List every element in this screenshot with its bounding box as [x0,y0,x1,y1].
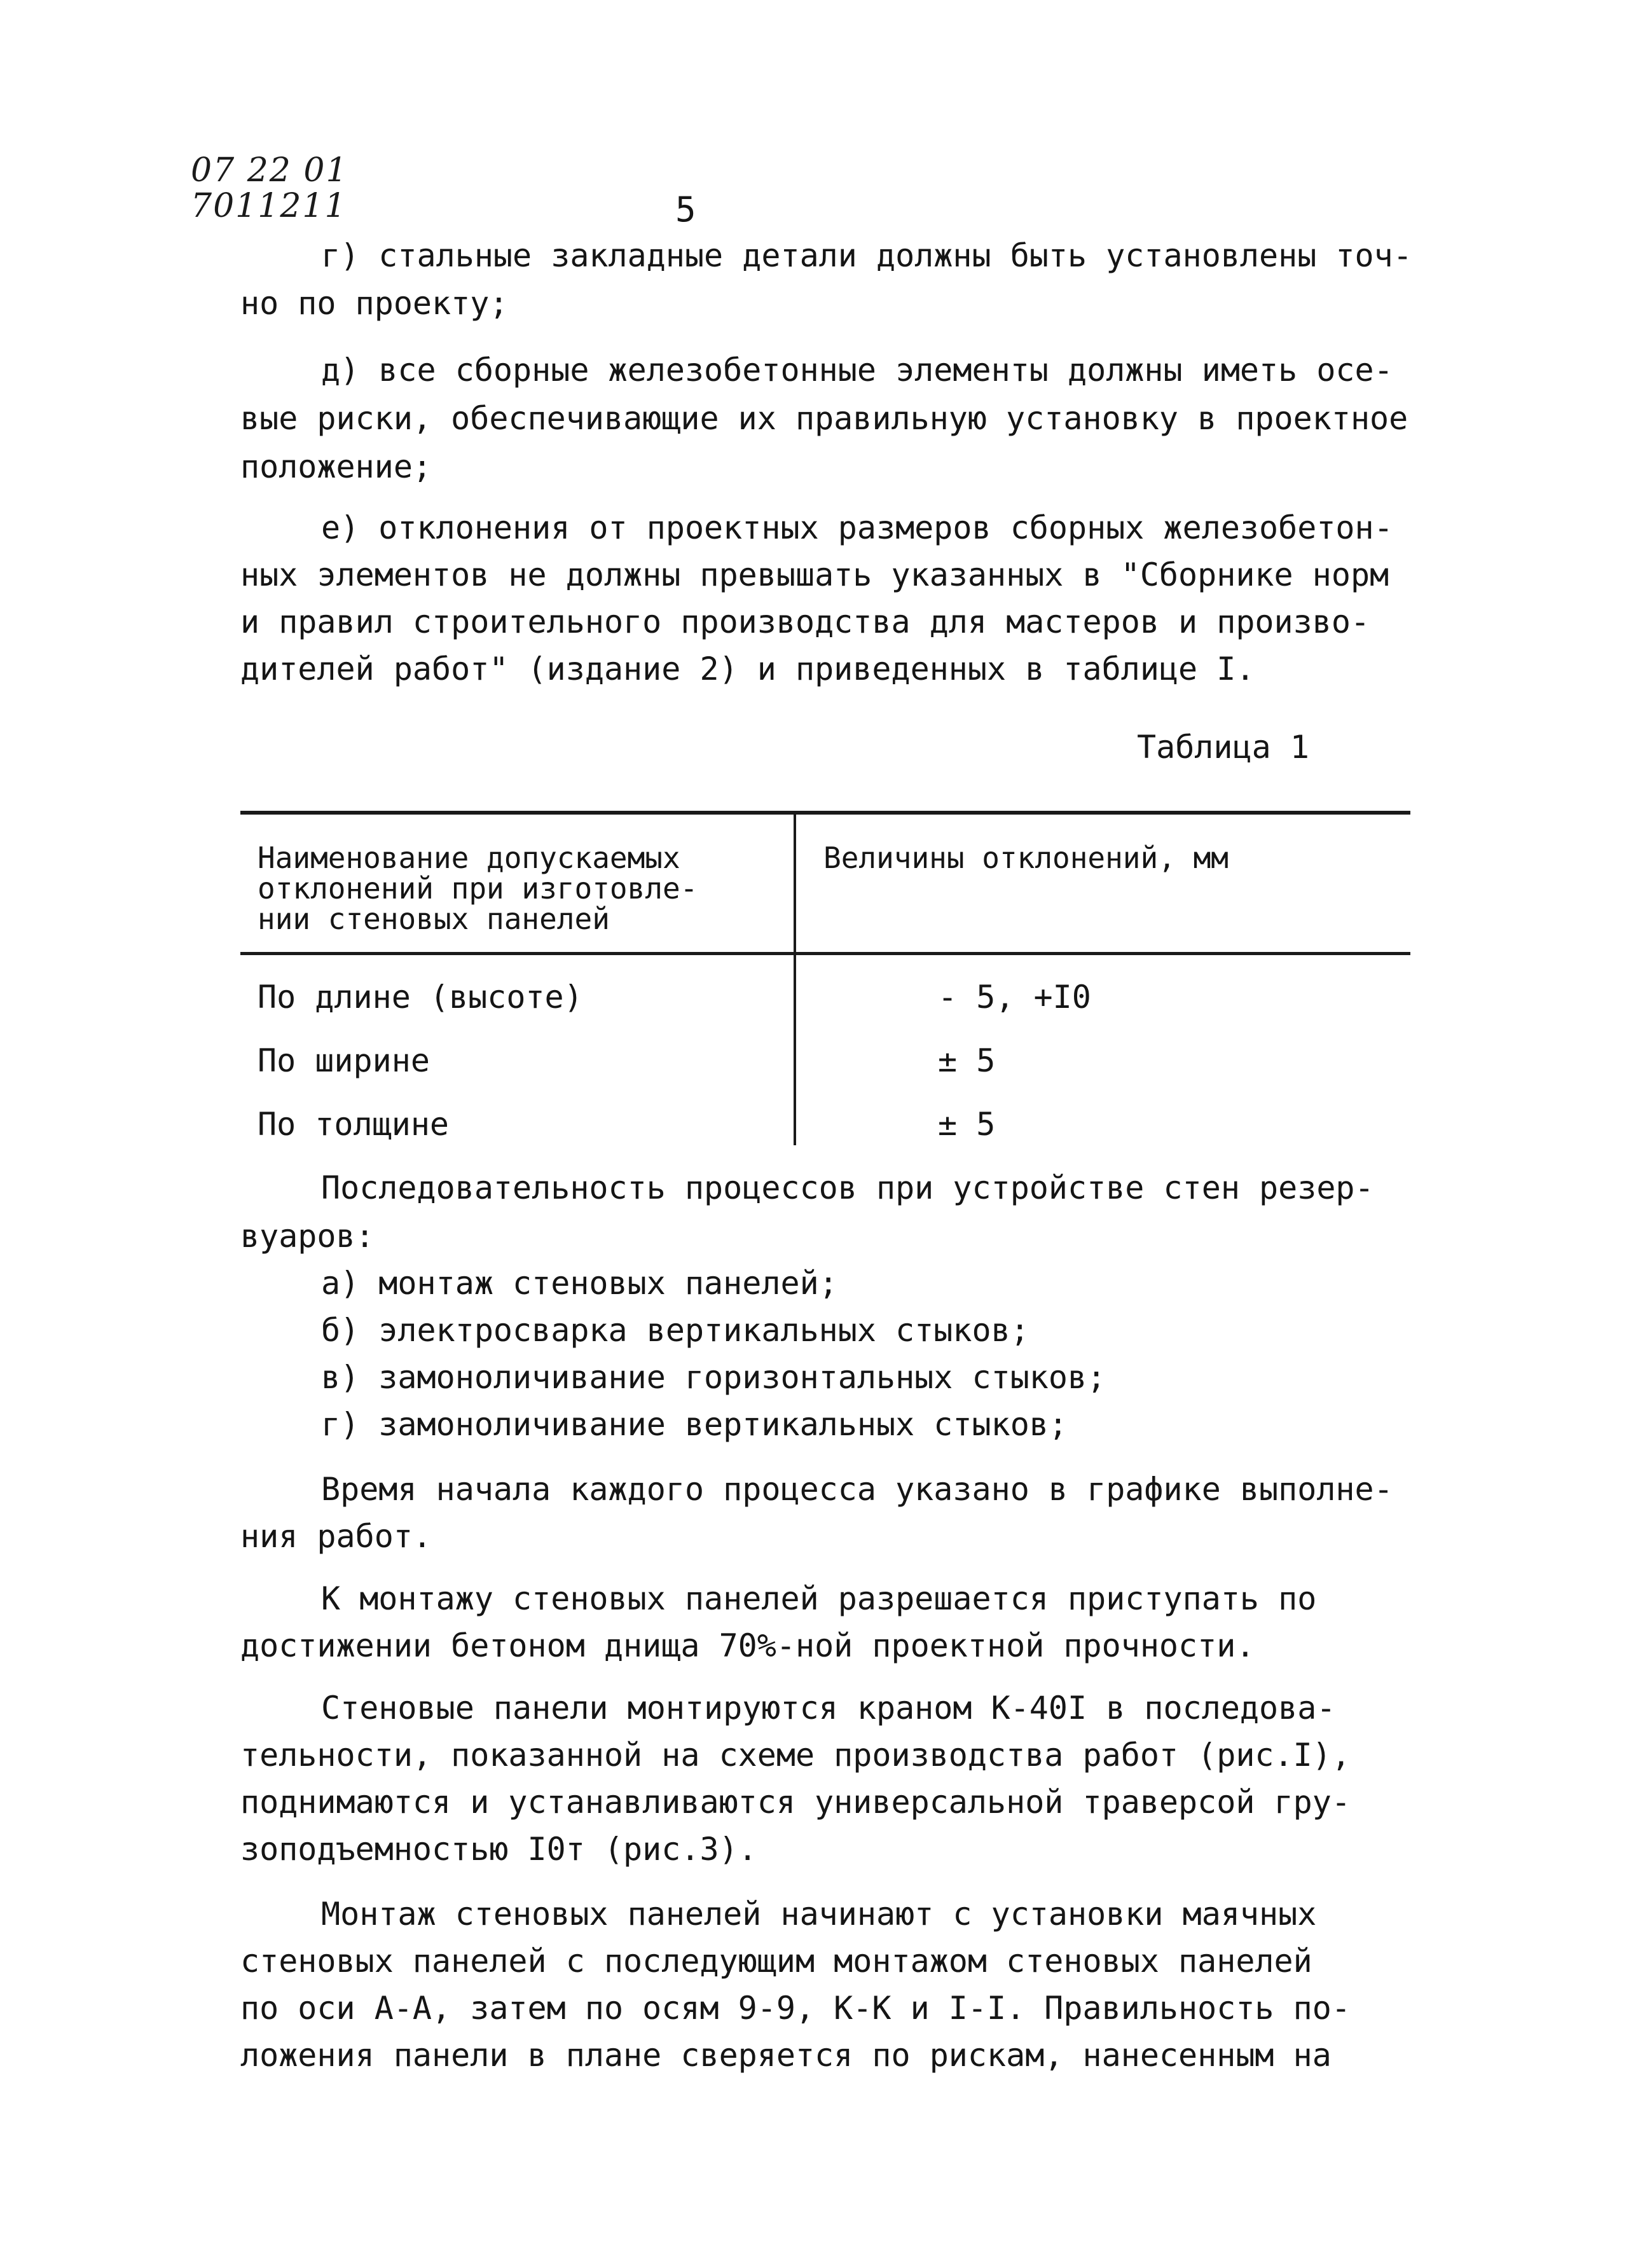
text-line: вые риски, обеспечивающие их правильную установку в проектное [240,400,1408,437]
page-number: 5 [675,189,696,230]
table-top-rule [240,811,1410,815]
table-header-left: нии стеновых панелей [258,902,610,936]
text-line: но по проекту; [240,285,509,322]
table-header-left: отклонений при изготовле- [258,871,698,906]
list-item: г) замоноличивание вертикальных стыков; [321,1406,1068,1443]
text-line: ния работ. [240,1518,432,1555]
text-line: зоподъемностью I0т (рис.3). [240,1831,757,1868]
table-row-value: ± 5 [938,1042,996,1079]
text-line: дителей работ" (издание 2) и приведенных в таблице I. [240,651,1255,687]
table-row-name: По толщине [258,1106,450,1143]
list-item: б) электросварка вертикальных стыков; [321,1312,1029,1349]
text-line: по оси А-А, затем по осям 9-9, К-К и I-I. Правильность по- [240,1990,1351,2027]
table-column-divider [794,815,796,1145]
text-line: вуаров: [240,1218,375,1255]
handwritten-code: 07 22 01 [191,151,348,189]
list-item: в) замоноличивание горизонтальных стыков; [321,1359,1106,1396]
text-line: стеновых панелей с последующим монтажом стеновых панелей [240,1943,1312,1980]
table-caption: Таблица 1 [1137,729,1309,766]
table-header-right: Величины отклонений, мм [823,841,1229,875]
table-row-value: - 5, +I0 [938,979,1091,1016]
text-line: К монтажу стеновых панелей разрешается приступать по [321,1580,1317,1617]
text-line: тельности, показанной на схеме производства работ (рис.I), [240,1737,1351,1774]
list-item: а) монтаж стеновых панелей; [321,1265,838,1302]
text-line: ных элементов не должны превышать указанных в "Сборнике норм [240,556,1389,593]
text-line: ложения панели в плане сверяется по рискам, нанесенным на [240,2037,1332,2074]
table-row-value: ± 5 [938,1106,996,1143]
table-header-left: Наименование допускаемых [258,841,680,875]
text-line: е) отклонения от проектных размеров сборных железобетон- [321,509,1393,546]
text-line: Время начала каждого процесса указано в графике выполне- [321,1471,1393,1508]
text-line: достижении бетоном днища 70%-ной проектной прочности. [240,1627,1255,1664]
text-line: Монтаж стеновых панелей начинают с установки маячных [321,1896,1317,1933]
text-line: положение; [240,448,432,485]
handwritten-code: 7011211 [191,187,347,225]
table-row-name: По ширине [258,1042,430,1079]
text-line: д) все сборные железобетонные элементы должны иметь осе- [321,352,1393,389]
text-line: Последовательность процессов при устройстве стен резер- [321,1169,1374,1206]
text-line: и правил строительного производства для мастеров и произво- [240,603,1370,640]
table-header-rule [240,952,1410,955]
text-line: поднимаются и устанавливаются универсальной траверсой гру- [240,1784,1351,1821]
text-line: Стеновые панели монтируются краном К-40I в последова- [321,1690,1336,1726]
table-row-name: По длине (высоте) [258,979,583,1016]
text-line: г) стальные закладные детали должны быть установлены точ- [321,237,1412,274]
